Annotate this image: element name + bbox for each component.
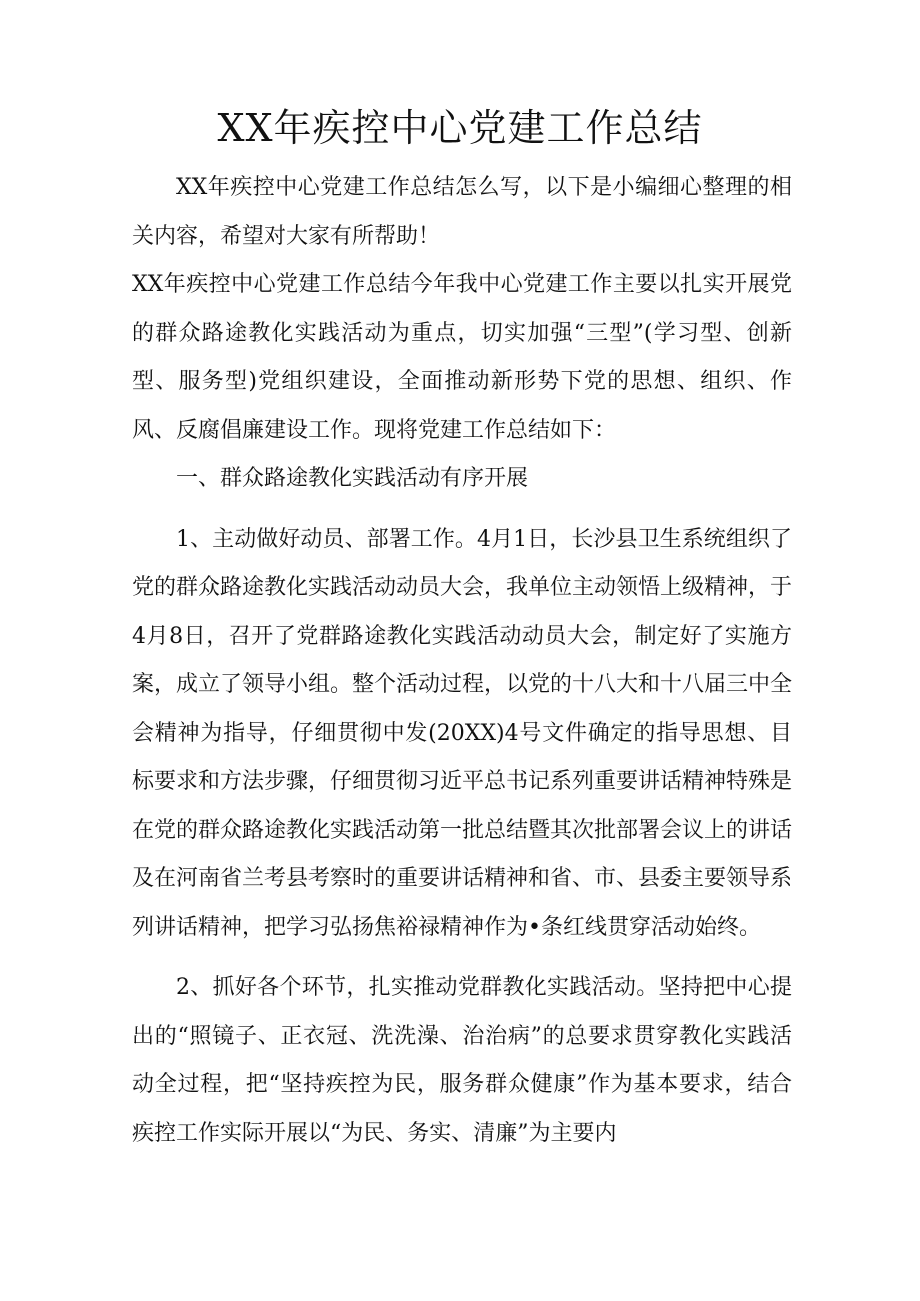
item-paragraph-1: 1、主动做好动员、部署工作。4月1日，长沙县卫生系统组织了党的群众路途教化实践活动动员大会，我单位主动领悟上级精神，于4月8日，召开了党群路途教化实践活动动员大会，制定好了实施方案，成立了领导小组。整个活动过程，以党的十八大和十八届三中全会精神为指导，仔细贯彻中发(20XX)4号文件确定的指导思想、目标要求和方法步骤，仔细贯彻习近平总书记系列重要讲话精神特殊是在党的群众路途教化实践活动第一批总结暨其次批部署会议上的讲话及在河南省兰考县考察时的重要讲话精神和省、市、县委主要领导系列讲话精神，把学习弘扬焦裕禄精神作为•条红线贯穿活动始终。: [132, 526, 793, 940]
document-title: XX年疾控中心党建工作总结: [217, 106, 703, 150]
item-paragraph-2: 2、抓好各个环节，扎实推动党群教化实践活动。坚持把中心提出的“照镜子、正衣冠、洗洗澡、治治病”的总要求贯穿教化实践活动全过程，把“坚持疾控为民，服务群众健康”作为基本要求，结合疾控工作实际开展以“为民、务实、清廉”为主要内: [132, 975, 792, 1146]
summary-paragraph: XX年疾控中心党建工作总结今年我中心党建工作主要以扎实开展党的群众路途教化实践活动为重点，切实加强“三型”(学习型、创新型、服务型)党组织建设，全面推动新形势下党的思想、组织、作风、反腐倡廉建设工作。现将党建工作总结如下：: [132, 272, 792, 443]
section-heading: 一、群众路途教化实践活动有序开展: [176, 466, 529, 491]
document-body: [132, 164, 792, 1158]
intro-paragraph: XX年疾控中心党建工作总结怎么写，以下是小编细心整理的相关内容，希望对大家有所帮助！: [132, 175, 792, 249]
